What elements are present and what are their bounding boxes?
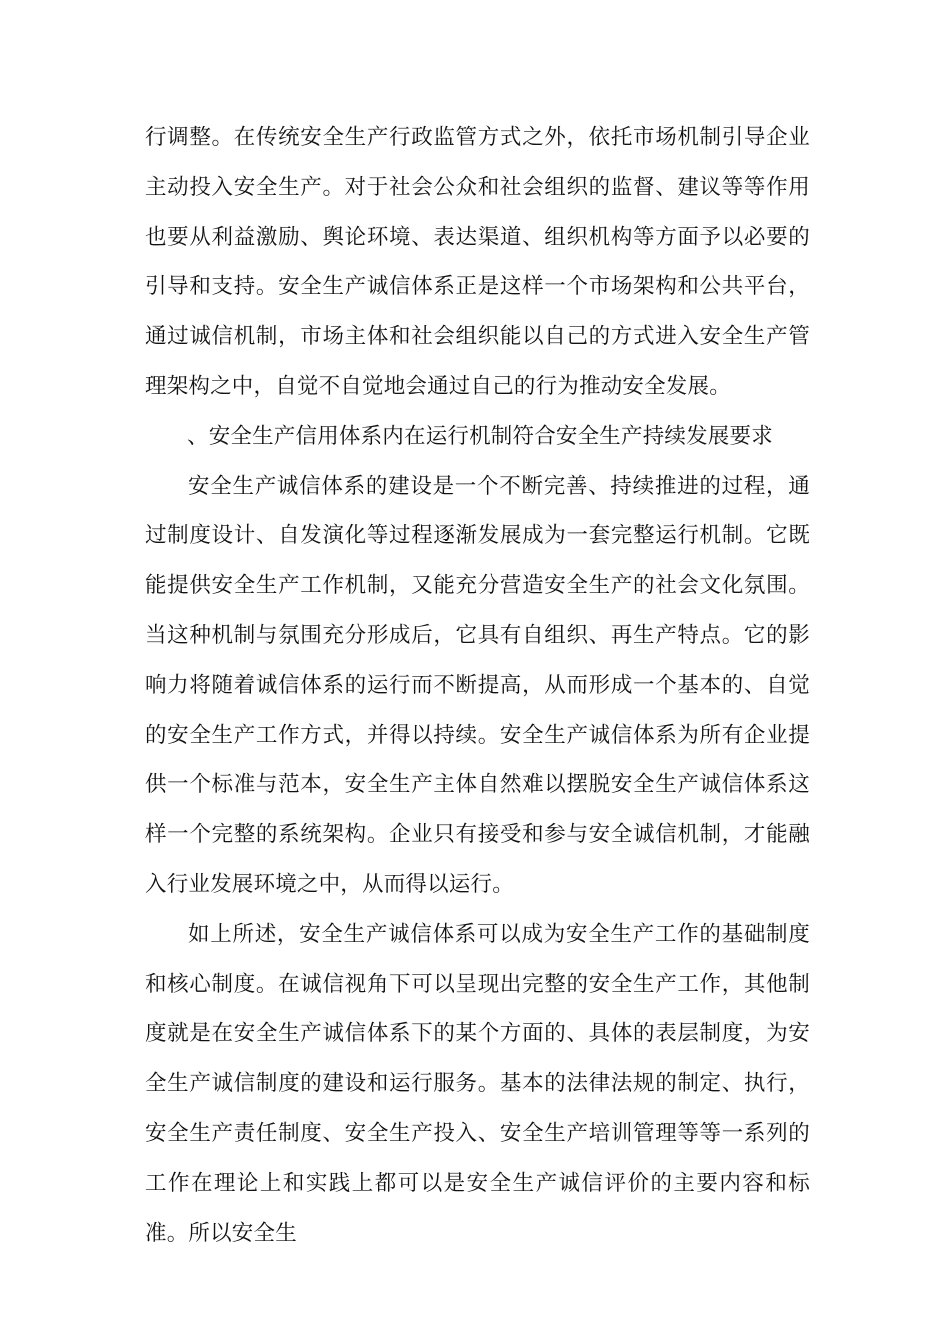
section-heading: 、安全生产信用体系内在运行机制符合安全生产持续发展要求 — [187, 423, 773, 449]
paragraph-intro-continuation: 行调整。在传统安全生产行政监管方式之外，依托市场机制引导企业主动投入安全生产。对于社会公众和社会组织的监督、建议等等作用也要从利益激励、舆论环境、表达渠道、组织机构等方面予以必要的引导和支持。安全生产诚信体系正是这样一个市场架构和公共平台，通过诚信机制，市场主体和社会组织能以自己的方式进入安全生产管理架构之中，自觉不自觉地会通过自己的行为推动安全发展。 — [145, 125, 810, 399]
paragraph-mechanism: 安全生产诚信体系的建设是一个不断完善、持续推进的过程，通过制度设计、自发演化等过程逐渐发展成为一套完整运行机制。它既能提供安全生产工作机制，又能充分营造安全生产的社会文化氛围。当这种机制与氛围充分形成后，它具有自组织、再生产特点。它的影响力将随着诚信体系的运行而不断提高，从而形成一个基本的、自觉的安全生产工作方式，并得以持续。安全生产诚信体系为所有企业提供一个标准与范本，安全生产主体自然难以摆脱安全生产诚信体系这样一个完整的系统架构。企业只有接受和参与安全诚信机制，才能融入行业发展环境之中，从而得以运行。 — [145, 473, 810, 897]
document-page — [145, 113, 810, 1258]
paragraph-conclusion: 如上所述，安全生产诚信体系可以成为安全生产工作的基础制度和核心制度。在诚信视角下可以呈现出完整的安全生产工作，其他制度就是在安全生产诚信体系下的某个方面的、具体的表层制度，为安全生产诚信制度的建设和运行服务。基本的法律法规的制定、执行，安全生产责任制度、安全生产投入、安全生产培训管理等等一系列的工作在理论上和实践上都可以是安全生产诚信评价的主要内容和标准。所以安全生 — [145, 921, 810, 1246]
